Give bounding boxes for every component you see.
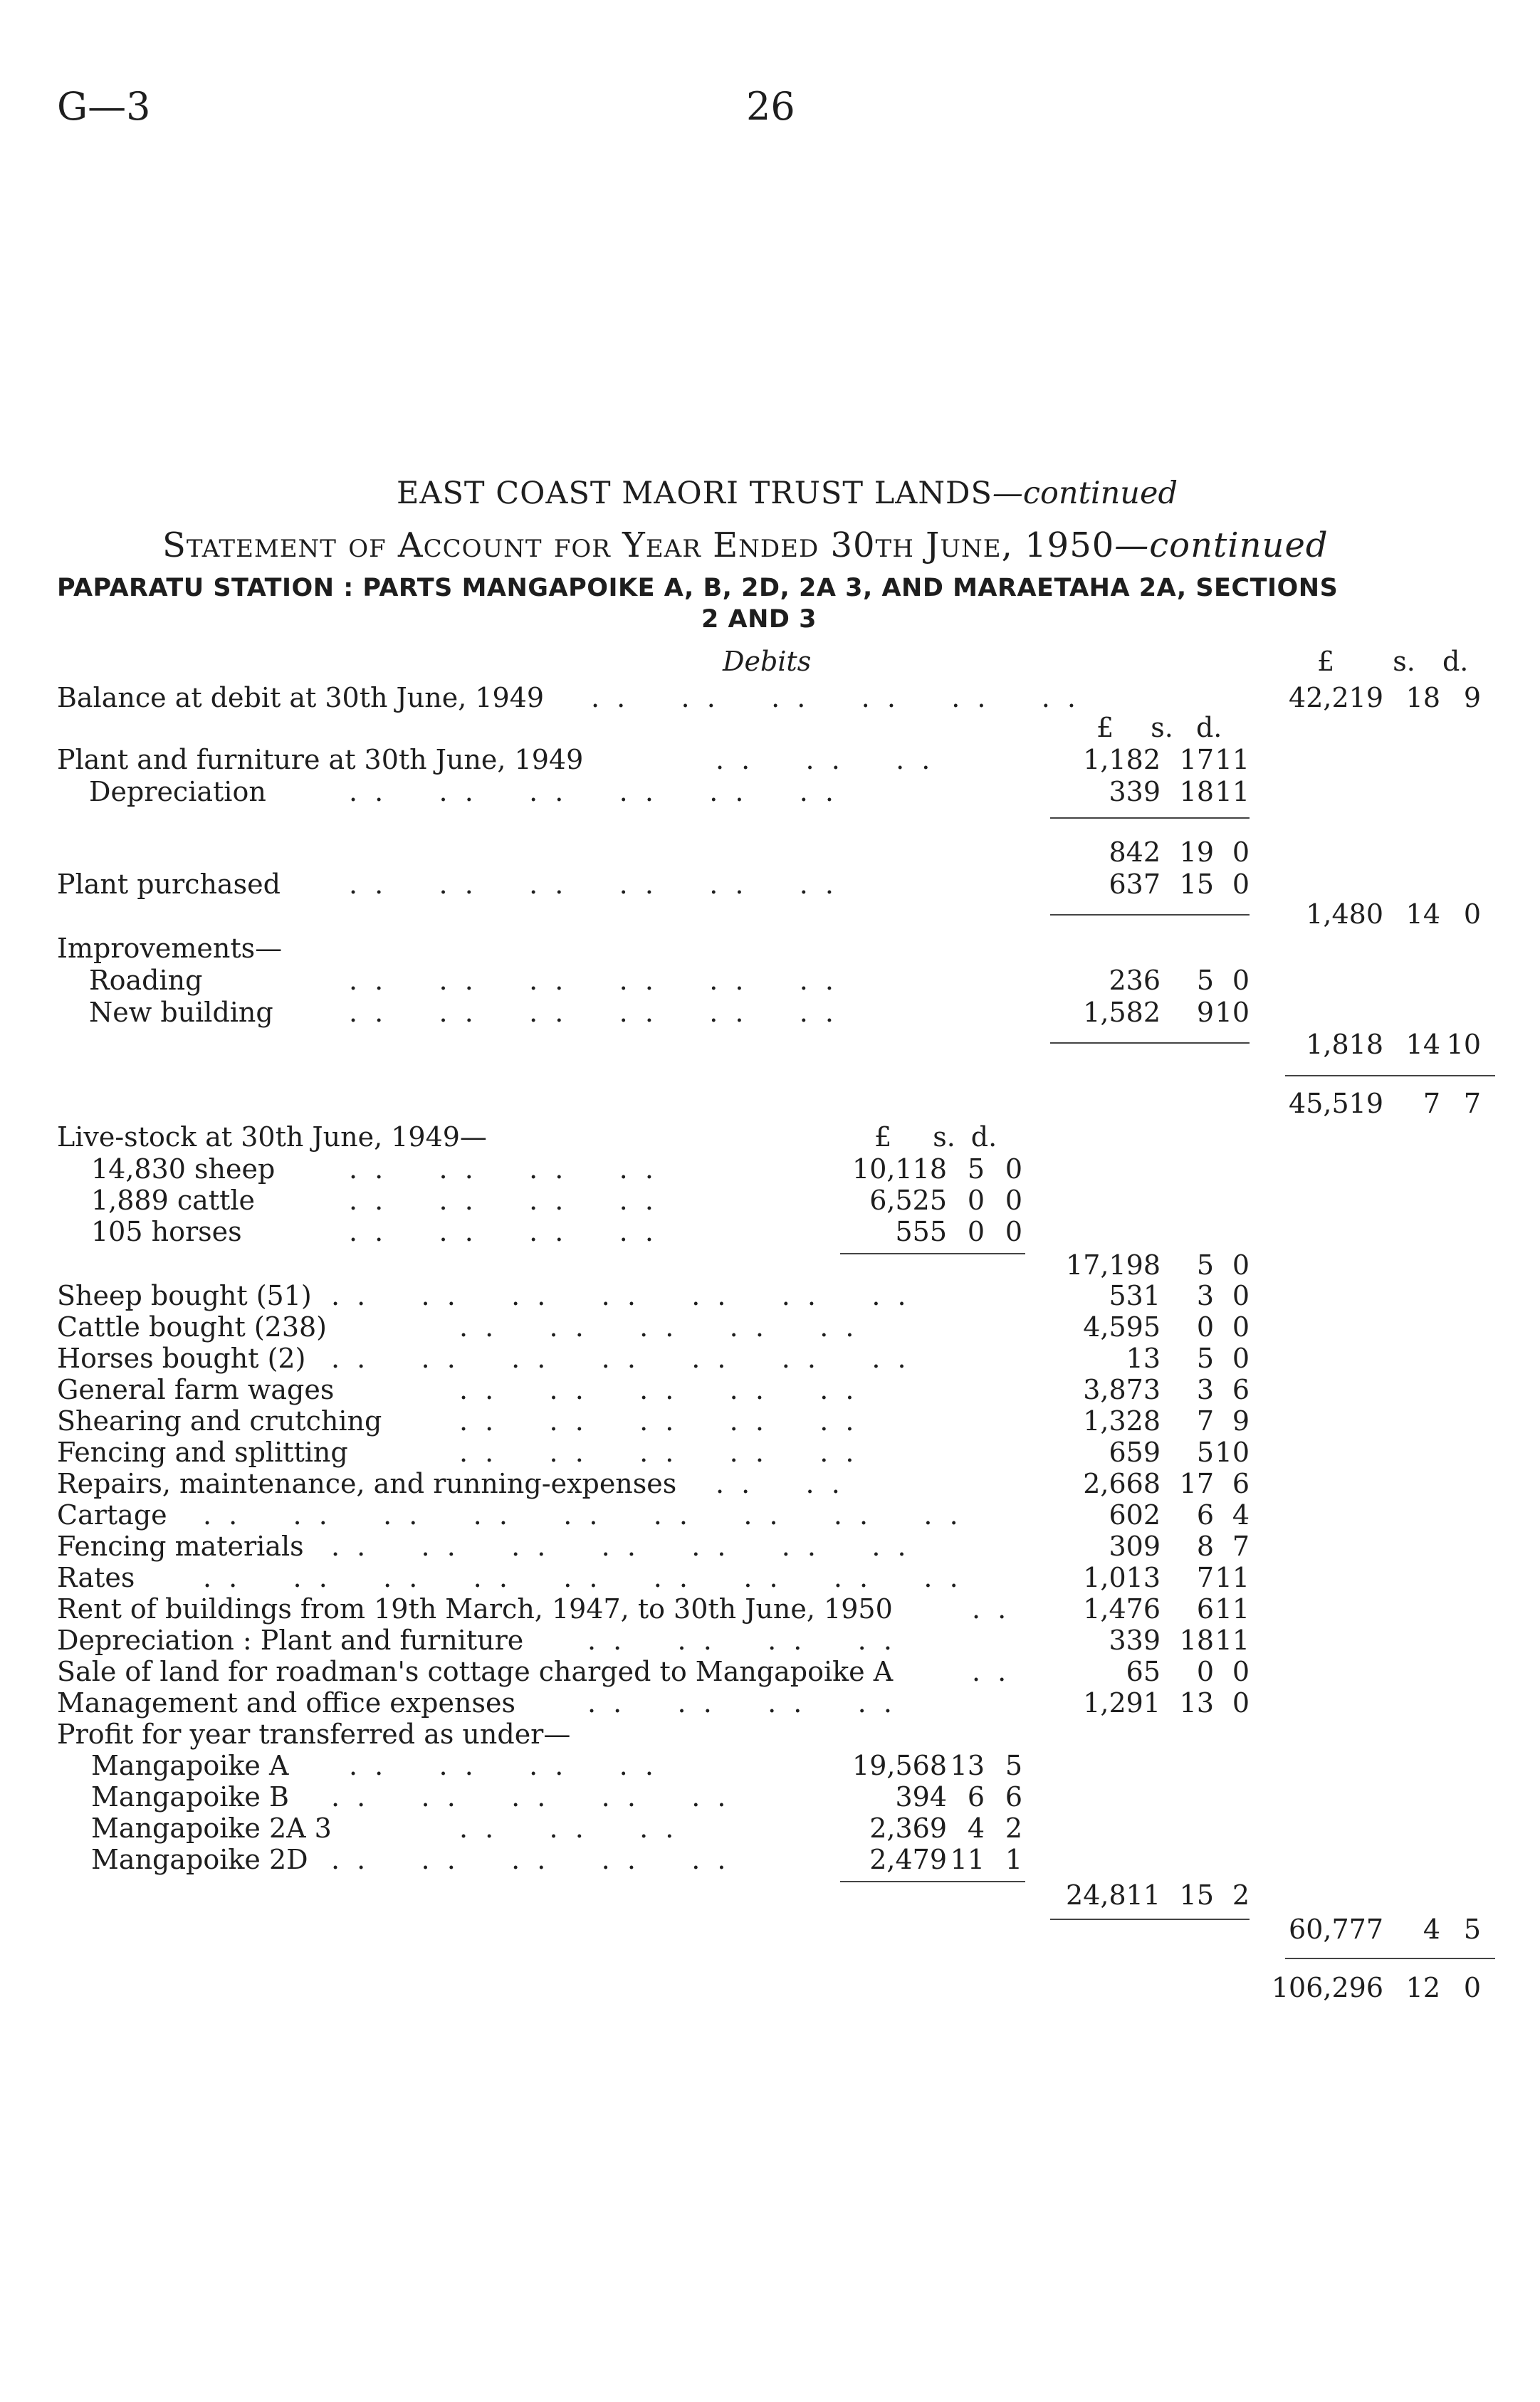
row-mangapoike-2a3: Mangapoike 2A 3 . . . . . . 2,369 4 2 xyxy=(91,1813,1022,1844)
pound-sign: £ xyxy=(1317,646,1335,677)
row-plant-total: 1,480 14 0 xyxy=(1306,898,1481,930)
page-ref: G—3 xyxy=(57,84,151,129)
row-horses: 105 horses . . . . . . . . 555 0 0 xyxy=(91,1216,1022,1247)
rule xyxy=(1285,1075,1495,1076)
row-cartage: Cartage . . . . . . . . . . . . . . . . . . 602 6 4 xyxy=(57,1499,1250,1531)
leader-dots: . . . . . . . . . . . . xyxy=(591,682,1081,713)
row-plant-furniture: Plant and furniture at 30th June, 1949 . . . . . . 1,182 17 11 xyxy=(57,744,1250,775)
row-fencing: Fencing and splitting . . . . . . . . . . 659 5 10 xyxy=(57,1437,1250,1468)
row-mangapoike-2d: Mangapoike 2D . . . . . . . . . . 2,479 11 1 xyxy=(91,1844,1022,1875)
row-mangapoike-b: Mangapoike B . . . . . . . . . . 394 6 6 xyxy=(91,1781,1022,1813)
row-profit-total: 24,811 15 2 xyxy=(1066,1879,1250,1911)
currency-header-c4 xyxy=(1317,646,1468,677)
row-improvements: Improvements— xyxy=(57,933,283,964)
page-number: 26 xyxy=(746,84,795,129)
row-livestock-total: 17,198 5 0 xyxy=(1066,1249,1250,1281)
row-cattle-bought: Cattle bought (238) . . . . . . . . . . 4,595 0 0 xyxy=(57,1311,1250,1343)
row-improvements-total: 1,818 14 10 xyxy=(1306,1029,1481,1060)
debits-heading: Debits xyxy=(723,646,812,677)
pence-sign: d. xyxy=(1442,646,1469,677)
title-line-3: PAPARATU STATION : PARTS MANGAPOIKE A, B, 2D, 2A 3, AND MARAETAHA 2A, SECTIONS xyxy=(57,574,1339,602)
title-line-4: 2 AND 3 xyxy=(701,605,817,634)
row-balance: Balance at debit at 30th June, 1949 . . . . . . . . . . . . 42,219 18 9 xyxy=(57,682,1481,713)
currency-header-c3: £ s. d. xyxy=(1096,712,1222,743)
row-cattle: 1,889 cattle . . . . . . . . 6,525 0 0 xyxy=(91,1185,1022,1216)
row-sheep-bought: Sheep bought (51) . . . . . . . . . . . . . . 531 3 0 xyxy=(57,1280,1250,1311)
row-plant-net: 842 19 0 xyxy=(1109,836,1250,868)
row-rent: Rent of buildings from 19th March, 1947, to 30th June, 1950 . . 1,476 6 11 xyxy=(57,1593,1250,1625)
row-rates: Rates . . . . . . . . . . . . . . . . . . 1,013 7 11 xyxy=(57,1562,1250,1593)
row-depreciation: Depreciation . . . . . . . . . . . . 339 18 11 xyxy=(89,776,1250,807)
title-line-2: Statement of Account for Year Ended 30th June, 1950—continued xyxy=(162,525,1329,565)
shilling-sign: s. xyxy=(1393,646,1415,677)
rule xyxy=(1050,817,1250,819)
row-fencing-materials: Fencing materials . . . . . . . . . . . . . . 309 8 7 xyxy=(57,1531,1250,1562)
row-horses-bought: Horses bought (2) . . . . . . . . . . . . . . 13 5 0 xyxy=(57,1343,1250,1374)
row-grand-total: 106,296 12 0 xyxy=(1271,1972,1481,2003)
row-plant-purchased: Plant purchased . . . . . . . . . . . . 637 15 0 xyxy=(57,869,1250,900)
row-shearing: Shearing and crutching . . . . . . . . . . 1,328 7 9 xyxy=(57,1405,1250,1437)
title-line-1: EAST COAST MAORI TRUST LANDS—continued xyxy=(397,476,1178,511)
row-subtotal: 45,519 7 7 xyxy=(1289,1088,1481,1119)
row-livestock: Live-stock at 30th June, 1949— £ s. d. xyxy=(57,1121,997,1153)
rule xyxy=(1285,1958,1495,1959)
row-profit: Profit for year transferred as under— xyxy=(57,1719,571,1750)
row-sale-land: Sale of land for roadman's cottage charged to Mangapoike A . . 65 0 0 xyxy=(57,1656,1250,1687)
row-repairs: Repairs, maintenance, and running-expenses . . . . 2,668 17 6 xyxy=(57,1468,1250,1499)
row-expenses-total: 60,777 4 5 xyxy=(1289,1914,1481,1945)
row-management: Management and office expenses . . . . . . . . 1,291 13 0 xyxy=(57,1687,1250,1719)
row-sheep: 14,830 sheep . . . . . . . . 10,118 5 0 xyxy=(91,1153,1022,1185)
row-depr-plant: Depreciation : Plant and furniture . . . . . . . . 339 18 11 xyxy=(57,1625,1250,1656)
row-roading: Roading . . . . . . . . . . . . 236 5 0 xyxy=(89,965,1250,996)
row-new-building: New building . . . . . . . . . . . . 1,582 9 10 xyxy=(89,997,1250,1028)
row-wages: General farm wages . . . . . . . . . . 3,873 3 6 xyxy=(57,1374,1250,1405)
row-mangapoike-a: Mangapoike A . . . . . . . . 19,568 13 5 xyxy=(91,1750,1022,1781)
